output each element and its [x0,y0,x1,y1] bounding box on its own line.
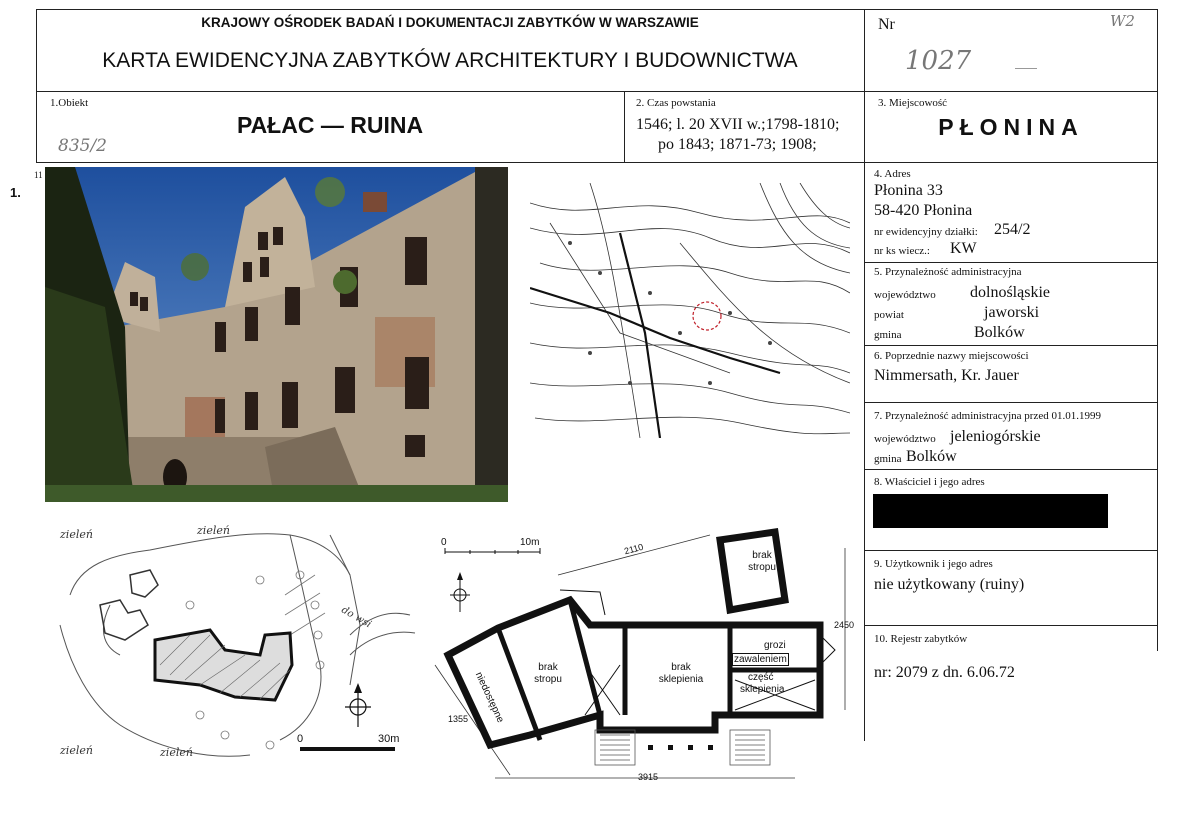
room-brak-sklepienia: brak sklepienia [658,662,704,685]
dim-bottom: 3915 [638,772,659,782]
site-label-zielen-3: zieleń [60,744,93,757]
przynaleznosc-label: 5. Przynależność administracyjna [874,266,1022,278]
nr-value: 1027 [905,46,972,76]
room-niedostepne: niedostępne [472,670,506,725]
uzytkownik-value: nie użytkowany (ruiny) [874,576,1025,593]
dim-top: 2110 [623,541,645,557]
kw-value: KW [950,240,977,257]
divider-6 [864,345,1158,346]
row2-divider-1 [624,91,625,163]
miejscowosc-label: 3. Miejscowość [878,97,948,109]
przed1999-woj-value: jeleniogórskie [950,428,1041,445]
obiekt-value: PAŁAC — RUINA [236,112,424,138]
poprzednie-value: Nimmersath, Kr. Jauer [874,367,1019,384]
woj-value: dolnośląskie [970,284,1050,301]
przed1999-label: 7. Przynależność administracyjna przed 01.01.1999 [874,410,1101,422]
card-title: KARTA EWIDENCYJNA ZABYTKÓW ARCHITEKTURY I BUDOWNICTWA [102,49,798,72]
divider-7 [864,402,1158,403]
site-plan [50,515,420,780]
site-label-zielen-2: zieleń [197,524,230,537]
owner-redaction [873,494,1108,528]
site-scale-end: 30m [378,733,400,745]
divider-8 [864,469,1158,470]
dim-right: 2450 [834,620,855,630]
adres-line2: 58-420 Płonina [874,202,973,219]
dzialka-label: nr ewidencyjny działki: [874,226,978,238]
przed1999-gmina-value: Bolków [906,448,957,465]
gmina-value: Bolków [974,324,1025,341]
dzialka-value: 254/2 [994,221,1031,238]
uzytkownik-label: 9. Użytkownik i jego adres [874,558,993,570]
pow-value: jaworski [984,304,1040,321]
photo-number: 1. [10,185,21,200]
poprzednie-label: 6. Poprzednie nazwy miejscowości [874,350,1029,362]
palace-ruin-photo [45,167,508,502]
site-label-zielen-1: zieleń [60,528,93,541]
location-map [530,183,850,438]
gmina-label: gmina [874,329,902,341]
divider-10 [864,625,1158,626]
miejscowosc-value: PŁONINA [938,114,1084,140]
obiekt-handwritten: 835/2 [58,136,107,156]
divider-9 [864,550,1158,551]
adres-label: 4. Adres [874,168,911,180]
divider-5 [864,262,1158,263]
room-brak-stropu-1: brak stropu [748,550,776,573]
pow-label: powiat [874,309,904,321]
site-label-zielen-4: zieleń [160,746,193,759]
nr-dash [1015,68,1037,69]
floor-scale-end: 10m [520,537,540,548]
czas-line1: 1546; l. 20 XVII w.;1798-1810; [636,116,840,133]
rejestr-label: 10. Rejestr zabytków [874,633,968,645]
right-col-border [1157,91,1158,651]
woj-label: województwo [874,289,936,301]
floor-plan [430,520,860,790]
rejestr-value: nr: 2079 z dn. 6.06.72 [874,664,1015,681]
kw-label: nr ks wiecz.: [874,245,930,257]
floor-scale-start: 0 [441,537,447,548]
czas-label: 2. Czas powstania [636,97,716,109]
institution-name: KRAJOWY OŚRODEK BADAŃ I DOKUMENTACJI ZABYTKÓW W WARSZAWIE [201,15,699,30]
room-zawaleniem: zawaleniem [734,654,787,665]
przed1999-woj-label: województwo [874,433,936,445]
adres-line1: Płonina 33 [874,182,943,199]
przed1999-gmina-label: gmina [874,453,902,465]
site-scale-start: 0 [297,733,304,745]
obiekt-label: 1.Obiekt [50,97,89,109]
photo-small-number: 11 [34,170,43,180]
wlasciciel-label: 8. Właściciel i jego adres [874,476,985,488]
nr-corner-mark: W2 [1110,12,1135,30]
room-grozi: grozi [764,640,786,651]
czas-line2: po 1843; 1871-73; 1908; [658,136,817,153]
room-czesc: część [748,672,774,683]
nr-label: Nr [878,16,895,33]
room-brak-stropu-2: brak stropu [534,662,562,685]
dim-left: 1355 [448,714,469,724]
room-sklepienia: sklepienia [740,684,785,695]
site-label-road: do wsi [339,604,374,631]
